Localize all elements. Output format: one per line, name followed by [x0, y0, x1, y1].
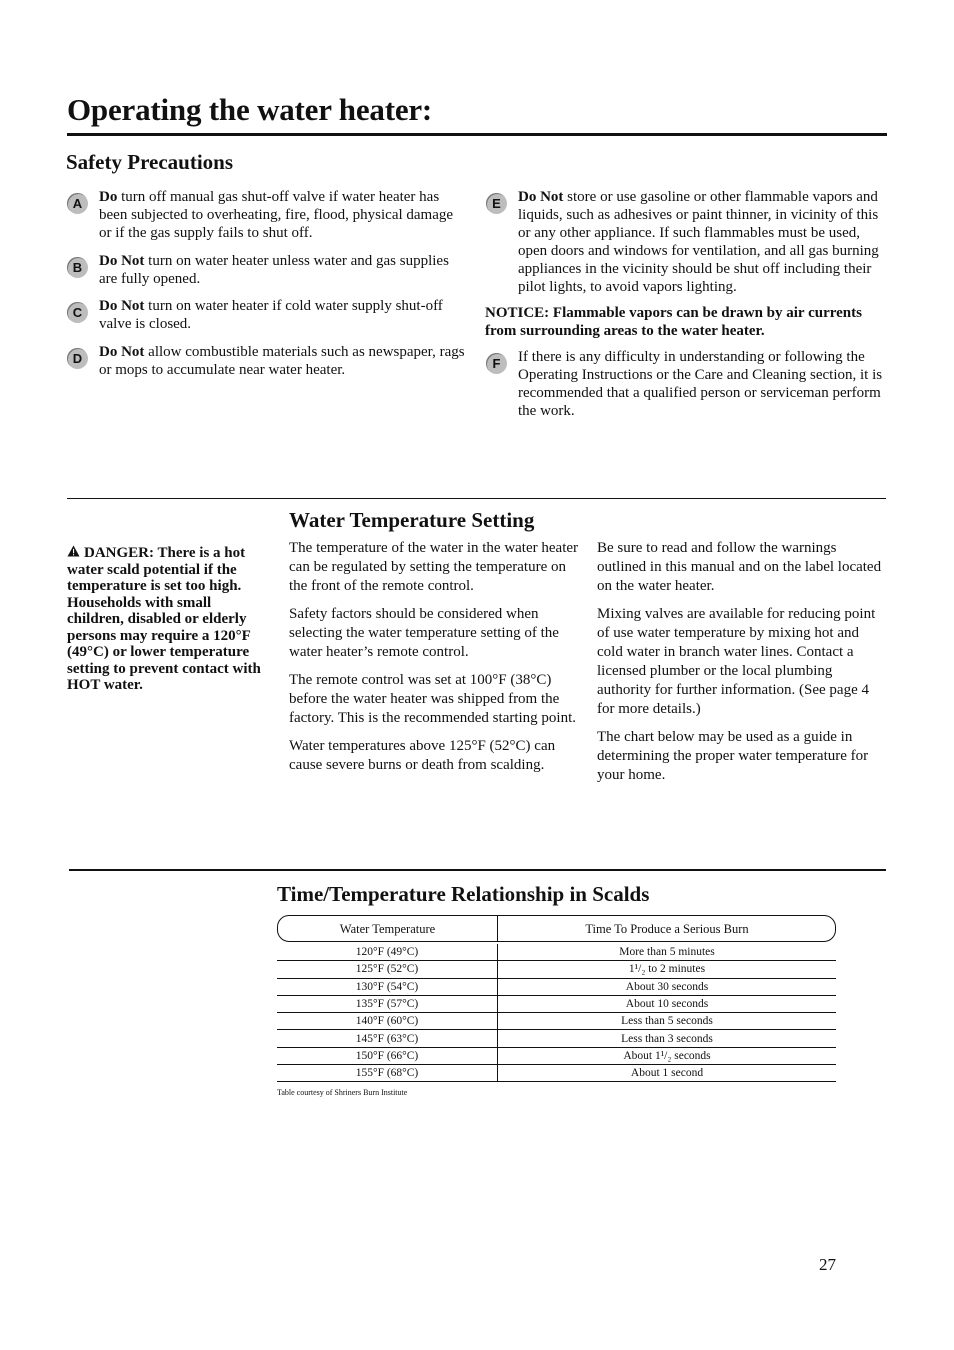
table-row [277, 1047, 836, 1064]
scald-table [277, 944, 836, 1082]
danger-warning [67, 545, 267, 694]
cell-temperature: 120°F (49°C) [277, 944, 498, 961]
cell-temperature: 130°F (54°C) [277, 978, 498, 995]
paragraph: Safety factors should be considered when selecting the water temperature setting of the water heater’s remote control. [289, 606, 559, 660]
safety-heading: Safety Precautions [66, 150, 234, 174]
item-text: allow combustible materials such as newspaper, rags or mops to accumulate near water heater. [99, 344, 465, 378]
cell-time: About 30 seconds [498, 978, 837, 995]
warning-triangle-icon [67, 545, 80, 562]
item-f-text: If there is any difficulty in understanding or following the Operating Instructions or the Care and Cleaning section, it is recommended that a qualified person or serviceman perform the work. [518, 349, 883, 419]
item-text: turn on water heater if cold water supply shut-off valve is closed. [99, 298, 443, 332]
table-row [277, 1030, 836, 1047]
section-rule-1 [67, 498, 886, 499]
scald-table-heading: Time/Temperature Relationship in Scalds [277, 882, 650, 906]
page-title: Operating the water heater: [67, 92, 433, 127]
table-row [277, 995, 836, 1012]
col-header-temperature: Water Temperature [339, 922, 436, 936]
table-row [277, 944, 836, 961]
cell-time: Less than 3 seconds [498, 1030, 837, 1047]
cell-temperature: 135°F (57°C) [277, 995, 498, 1012]
cell-time: More than 5 minutes [498, 944, 837, 961]
paragraph: Mixing valves are available for reducing point of use water temperature by mixing hot and cold water in branch water lines. Contact a licensed plumber or the local plumbing authority for further information. (See page 4 for more details.) [597, 606, 876, 717]
col-header-time: Time To Produce a Serious Burn [585, 922, 749, 936]
badge-f: F [486, 353, 507, 374]
cell-temperature: 155°F (68°C) [277, 1065, 498, 1082]
item-text: turn off manual gas shut-off valve if water heater has been subjected to overheating, fire, flood, physical damage or if the gas supply fails to shut off. [99, 189, 454, 241]
temperature-column-1 [289, 539, 579, 784]
scald-table-header [277, 915, 836, 942]
badge-e: E [486, 193, 507, 214]
cell-temperature: 140°F (60°C) [277, 1013, 498, 1030]
danger-text: DANGER: There is a hot water scald potential if the temperature is set too high. Households with small children, disabled or elderly persons may require a 120°F (49°C) or lower temperature setting to prevent contact with HOT water. [67, 545, 261, 693]
table-row [277, 1065, 836, 1082]
cell-temperature: 150°F (66°C) [277, 1047, 498, 1064]
item-e-lead: Do Not [518, 189, 564, 205]
table-row [277, 961, 836, 978]
paragraph: Be sure to read and follow the warnings outlined in this manual and on the label located on the water heater. [597, 540, 882, 594]
item-e-text: store or use gasoline or other flammable vapors and liquids, such as adhesives or paint thinner, in vicinity of this or any other appliance. If such flammables must be used, open doors and windows for ventilation, and all gas burning appliances in the vicinity should be shut off including their pilot lights, to avoid vapors lighting. [518, 189, 879, 295]
cell-time: About 1¹/₂ seconds [498, 1047, 837, 1064]
paragraph: The remote control was set at 100°F (38°C) before the water heater was shipped from the factory. This is the recommended starting point. [289, 672, 577, 726]
temperature-column-2 [597, 539, 882, 794]
notice-text: NOTICE: Flammable vapors can be drawn by air currents from surrounding areas to the water heater. [485, 305, 862, 339]
item-text: turn on water heater unless water and gas supplies are fully opened. [99, 253, 449, 287]
item-lead: Do Not [99, 298, 145, 314]
page-number: 27 [819, 1255, 836, 1274]
cell-time: Less than 5 seconds [498, 1013, 837, 1030]
table-row [277, 978, 836, 995]
badge-c: C [67, 302, 88, 323]
title-rule [67, 133, 887, 136]
paragraph: Water temperatures above 125°F (52°C) can cause severe burns or death from scalding. [289, 738, 556, 773]
item-lead: Do [99, 189, 118, 205]
item-lead: Do Not [99, 253, 145, 269]
item-lead: Do Not [99, 344, 145, 360]
cell-temperature: 125°F (52°C) [277, 961, 498, 978]
table-row [277, 1013, 836, 1030]
table-footnote: Table courtesy of Shriners Burn Institute [277, 1088, 408, 1097]
cell-time: About 1 second [498, 1065, 837, 1082]
cell-temperature: 145°F (63°C) [277, 1030, 498, 1047]
badge-d: D [67, 348, 88, 369]
paragraph: The temperature of the water in the water heater can be regulated by setting the temperature on the front of the remote control. [289, 540, 579, 594]
paragraph: The chart below may be used as a guide in determining the proper water temperature for your home. [597, 729, 869, 783]
badge-b: B [67, 257, 88, 278]
section-rule-2 [69, 869, 886, 871]
cell-time: 1¹/₂ to 2 minutes [498, 961, 837, 978]
badge-a: A [67, 193, 88, 214]
cell-time: About 10 seconds [498, 995, 837, 1012]
temperature-heading: Water Temperature Setting [289, 508, 535, 532]
